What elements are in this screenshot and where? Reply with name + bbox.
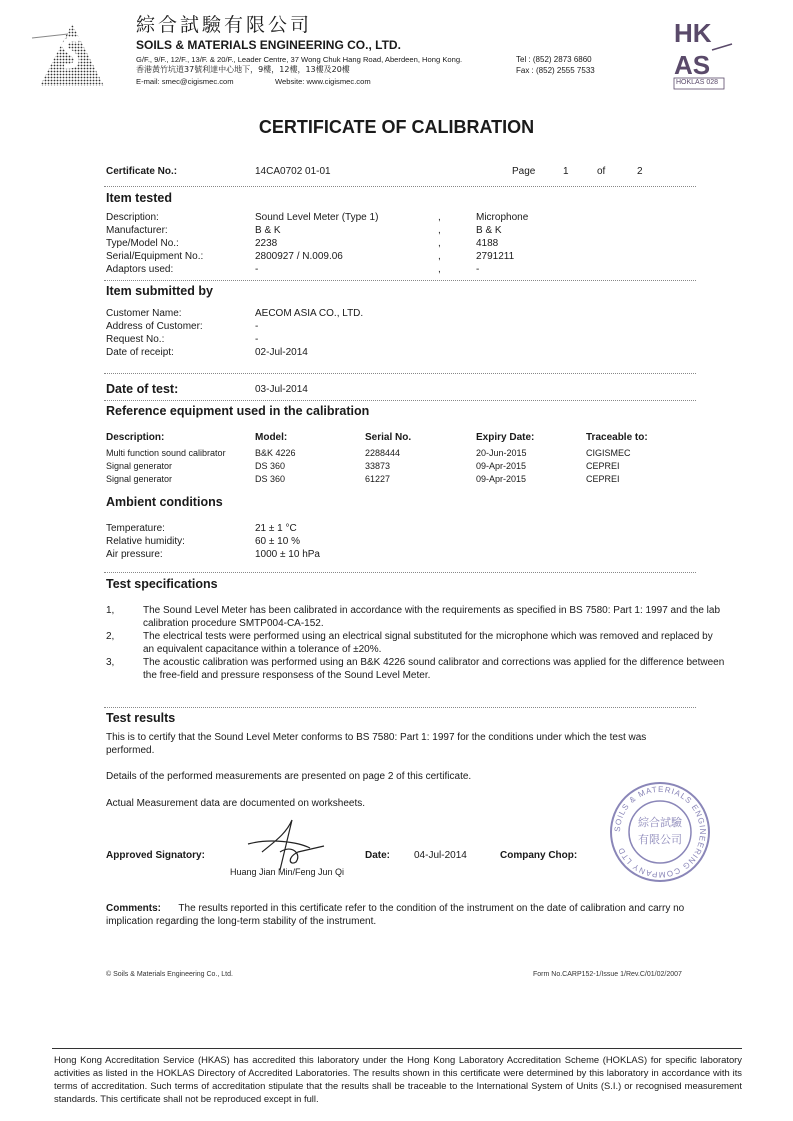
- hkas-statement: Hong Kong Accreditation Service (HKAS) has accredited this laboratory under the Hong Kong Laboratory Accreditation Scheme (HOKLAS) for specific laboratory activities as listed in the HOKLAS Directory of Accredited Laboratories. The results shown in this certificate were determined by this laboratory in accordance with its terms of accreditation. Such terms of accreditation stipulate that the results shall be traceable to the International System of Units (S.I.) or recognised measurement standards. This certificate shall not be reproduced except in full.: [54, 1054, 742, 1104]
- ref-col-description: Description:: [106, 432, 165, 443]
- divider: [104, 373, 696, 374]
- item-tested-heading: Item tested: [106, 191, 172, 205]
- company-address-en: G/F., 9/F., 12/F., 13/F. & 20/F., Leader Centre, 37 Wong Chuk Hang Road, Aberdeen, Hong Kong.: [136, 55, 463, 64]
- stamp-center-text: 綜合試驗有限公司: [638, 816, 682, 846]
- copyright: © Soils & Materials Engineering Co., Ltd.: [106, 971, 233, 978]
- form-number: Form No.CARP152-1/Issue 1/Rev.C/01/02/2007: [533, 971, 682, 978]
- submitted-value: AECOM ASIA CO., LTD.: [255, 308, 364, 319]
- ref-cell: CIGISMEC: [586, 448, 631, 458]
- divider: [104, 186, 696, 187]
- item-tested-sep: ,: [438, 264, 441, 275]
- signatory-name: Huang Jian Min/Feng Jun Qi: [230, 867, 345, 877]
- item-submitted-heading: Item submitted by: [106, 284, 213, 298]
- ambient-label: Air pressure:: [106, 549, 163, 560]
- item-tested-value: B & K: [255, 225, 281, 236]
- ambient-value: 60 ± 10 %: [255, 536, 300, 547]
- svg-text:AS: AS: [674, 50, 711, 80]
- comments: [106, 903, 686, 928]
- item-tested-sep: ,: [438, 238, 441, 249]
- page-label: Page: [512, 166, 536, 177]
- divider: [104, 280, 696, 281]
- divider: [104, 572, 696, 573]
- signature-date: 04-Jul-2014: [414, 850, 467, 861]
- spec-text: The electrical tests were performed using an electrical signal substituted for the microphone which was removed and replaced by an equivalent capacitance within a tolerance of ±20%.: [143, 631, 713, 655]
- item-tested-sep: ,: [438, 225, 441, 236]
- item-tested-value: -: [255, 264, 259, 275]
- signature: [240, 812, 330, 874]
- total-pages: 2: [637, 166, 643, 177]
- divider: [104, 707, 696, 708]
- test-results-heading: Test results: [106, 711, 176, 725]
- ambient-label: Temperature:: [106, 523, 165, 534]
- item-tested-value2: 2791211: [476, 251, 515, 262]
- spec-text: The acoustic calibration was performed using an B&K 4226 sound calibrator and corrections was applied for the difference between the free-field and pressure responsess of the Sound Level Meter.: [143, 657, 725, 681]
- stamp-ring-text: SOILS & MATERIALS ENGINEERING COMPANY LTD: [612, 784, 708, 880]
- item-tested-value2: Microphone: [476, 212, 529, 223]
- certificate-title: CERTIFICATE OF CALIBRATION: [258, 117, 535, 137]
- company-fax: Fax : (852) 2555 7533: [516, 66, 595, 75]
- ambient-value: 21 ± 1 °C: [255, 523, 297, 534]
- company-name-en: SOILS & MATERIALS ENGINEERING CO., LTD.: [136, 38, 401, 52]
- submitted-label: Date of receipt:: [106, 347, 174, 358]
- ref-cell: CEPREI: [586, 474, 620, 484]
- ref-cell: 20-Jun-2015: [476, 448, 527, 458]
- results-paragraph: Details of the performed measurements are presented on page 2 of this certificate.: [106, 771, 472, 782]
- item-tested-value: 2800927 / N.009.06: [255, 251, 343, 262]
- ref-cell: 09-Apr-2015: [476, 461, 527, 471]
- svg-text:HK: HK: [674, 18, 712, 48]
- ref-cell: Signal generator: [106, 461, 173, 471]
- submitted-label: Customer Name:: [106, 308, 182, 319]
- submitted-value: -: [255, 321, 259, 332]
- ambient-heading: Ambient conditions: [106, 495, 223, 509]
- ref-cell: Multi function sound calibrator: [106, 448, 226, 458]
- date-label: Date:: [365, 850, 391, 861]
- submitted-value: 02-Jul-2014: [255, 347, 308, 358]
- divider: [104, 400, 696, 401]
- item-tested-sep: ,: [438, 212, 441, 223]
- certificate-no-value: 14CA0702 01-01: [255, 166, 331, 177]
- ref-col-expiry: Expiry Date:: [476, 432, 535, 443]
- page-number: 1: [563, 166, 569, 177]
- submitted-value: -: [255, 334, 259, 345]
- item-tested-value: Sound Level Meter (Type 1): [255, 212, 379, 223]
- ref-cell: Signal generator: [106, 474, 173, 484]
- item-tested-value2: -: [476, 264, 480, 275]
- footer-rule: [52, 1048, 742, 1049]
- date-of-test-value: 03-Jul-2014: [255, 384, 308, 395]
- company-name-cn: 綜合試驗有限公司: [136, 14, 313, 36]
- ref-cell: DS 360: [255, 461, 286, 471]
- ref-cell: DS 360: [255, 474, 286, 484]
- of-label: of: [597, 166, 606, 177]
- item-tested-value2: B & K: [476, 225, 502, 236]
- ref-cell: 61227: [365, 474, 391, 484]
- ambient-value: 1000 ± 10 hPa: [255, 549, 320, 560]
- item-tested-sep: ,: [438, 251, 441, 262]
- ref-cell: 2288444: [365, 448, 401, 458]
- ref-cell: 09-Apr-2015: [476, 474, 527, 484]
- ref-cell: 33873: [365, 461, 391, 471]
- ref-cell: CEPREI: [586, 461, 620, 471]
- company-address-cn: 香港黃竹坑道37號利達中心地下，9樓，12樓，13樓及20樓: [136, 65, 350, 74]
- certificate-no-label: Certificate No.:: [106, 166, 178, 177]
- item-tested-value: 2238: [255, 238, 278, 249]
- company-chop-label: Company Chop:: [500, 850, 578, 861]
- item-tested-label: Type/Model No.:: [106, 238, 179, 249]
- spec-number: 3,: [106, 657, 115, 668]
- ref-col-serial: Serial No.: [365, 432, 412, 443]
- item-tested-label: Description:: [106, 212, 159, 223]
- approved-signatory-label: Approved Signatory:: [106, 850, 205, 861]
- test-specs-heading: Test specifications: [106, 577, 218, 591]
- results-paragraph: This is to certify that the Sound Level Meter conforms to BS 7580: Part 1: 1997 for the conditions under which the test was performed.: [106, 732, 647, 756]
- item-tested-label: Manufacturer:: [106, 225, 168, 236]
- comments-text: The results reported in this certificate refer to the condition of the instrument on the date of calibration and carry no implication regarding the long-term stability of the instrument.: [106, 903, 685, 927]
- company-website: Website: www.cigismec.com: [275, 77, 371, 86]
- spec-text: The Sound Level Meter has been calibrated in accordance with the requirements as specified in BS 7580: Part 1: 1997 and the lab calibration procedure SMTP004-CA-152.: [143, 605, 721, 629]
- ref-col-traceable: Traceable to:: [586, 432, 648, 443]
- item-tested-label: Serial/Equipment No.:: [106, 251, 204, 262]
- hoklas-number: HOKLAS 028: [676, 79, 719, 86]
- item-tested-value2: 4188: [476, 238, 499, 249]
- item-tested-label: Adaptors used:: [106, 264, 174, 275]
- ref-cell: B&K 4226: [255, 448, 296, 458]
- date-of-test-heading: Date of test:: [106, 382, 179, 396]
- spec-number: 2,: [106, 631, 115, 642]
- ref-col-model: Model:: [255, 432, 288, 443]
- company-logo: [30, 22, 108, 88]
- submitted-label: Address of Customer:: [106, 321, 203, 332]
- company-email: E-mail: smec@cigismec.com: [136, 77, 234, 86]
- comments-label: Comments:: [106, 903, 162, 914]
- company-tel: Tel : (852) 2873 6860: [516, 55, 592, 64]
- submitted-label: Request No.:: [106, 334, 165, 345]
- results-paragraph: Actual Measurement data are documented on worksheets.: [106, 798, 366, 809]
- reference-heading: Reference equipment used in the calibration: [106, 404, 370, 418]
- spec-number: 1,: [106, 605, 115, 616]
- ambient-label: Relative humidity:: [106, 536, 185, 547]
